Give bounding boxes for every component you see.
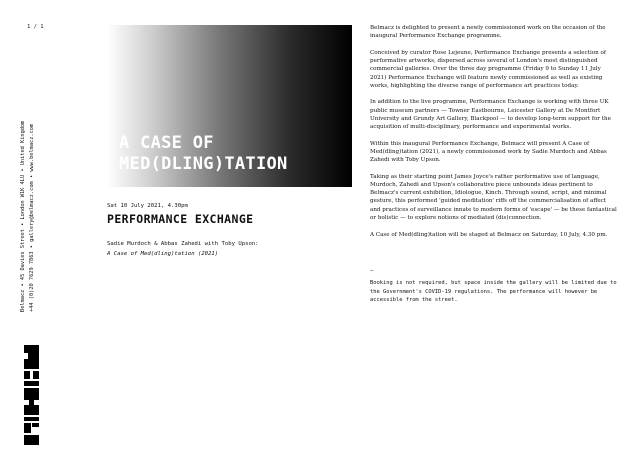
paragraph-commission: Within this inaugural Performance Exchange, Belmacz will present A Case of Med(dling)tation (2021), a newly commissioned work by Sadie Murdoch and Abbas Zahedi with Toby Upson. xyxy=(370,140,607,164)
press-text xyxy=(370,24,618,247)
paragraph-intro: Belmacz is delighted to present a newly commissioned work on the occasion of the inaugural Performance Exchange programme. xyxy=(370,25,606,40)
work-title: A Case of Med(dling)tation (2021) xyxy=(107,251,219,257)
gallery-address xyxy=(19,12,49,312)
note-text: Booking is not required, but space inside the gallery will be limited due to the Government's COVID-19 regulations. The performance will however be accessible from the street. xyxy=(370,280,617,303)
event-date: Sat 10 July 2021, 4.30pm xyxy=(107,203,188,209)
contact-line: +44 (0)20 7629 7863 • gallery@belmacz.com • www.belmacz.com xyxy=(28,123,35,312)
paragraph-description: Taking as their starting point James Joyce's rather performative use of language, Murdoch, Zahedi and Upson's collaborative piece unbounds ideas pertinent to Belmacz's current exhibition, Idiologue, Kinch. Through sound, script, and minimal gesture, this performed 'guided meditation' riffs off the commercialisation of affect and practices of surveillance innate to modern forms of 'escape' — be these fantastical or holistic — to explore notions of mediated (dis)connection. xyxy=(370,173,617,221)
paragraph-partners: In addition to the live programme, Performance Exchange is working with three UK public museum partners — Towner Eastbourne, Leicester Gallery at De Montfort University and Grundy Art Gallery, Blackpool — to develop long-term support for the acquisition of multi-disciplinary, performance and experimental works. xyxy=(370,99,611,131)
event-title: PERFORMANCE EXCHANGE xyxy=(107,212,254,226)
event-artists xyxy=(107,239,347,259)
hero-title: A CASE OF MED(DLING)TATION xyxy=(119,133,288,174)
paragraph-programme: Conceived by curator Rose Lejeune, Performance Exchange presents a selection of performative artworks, dispersed across several of London's most distinguished commercial galleries. Over the three day programme (Friday 9 to Sunday 11 July 2021) Performance Exchange will feature newly commissioned as well as existing works, highlighting the diverse range of performance art practices today. xyxy=(370,49,606,89)
artists-line: Sadie Murdoch & Abbas Zahedi with Toby Upson: xyxy=(107,241,259,247)
note-dash: — xyxy=(370,268,374,274)
paragraph-staging: A Case of Med(dling)tation will be staged at Belmacz on Saturday, 10 July, 4.30 pm. xyxy=(370,231,608,238)
hero-image xyxy=(107,25,352,187)
belmacz-logo xyxy=(24,345,39,445)
address-line: Belmacz • 45 Davies Street • London W1K 4LU • United Kingdom xyxy=(20,120,26,312)
page-number: 1 / 1 xyxy=(27,24,44,30)
booking-note xyxy=(370,267,620,304)
